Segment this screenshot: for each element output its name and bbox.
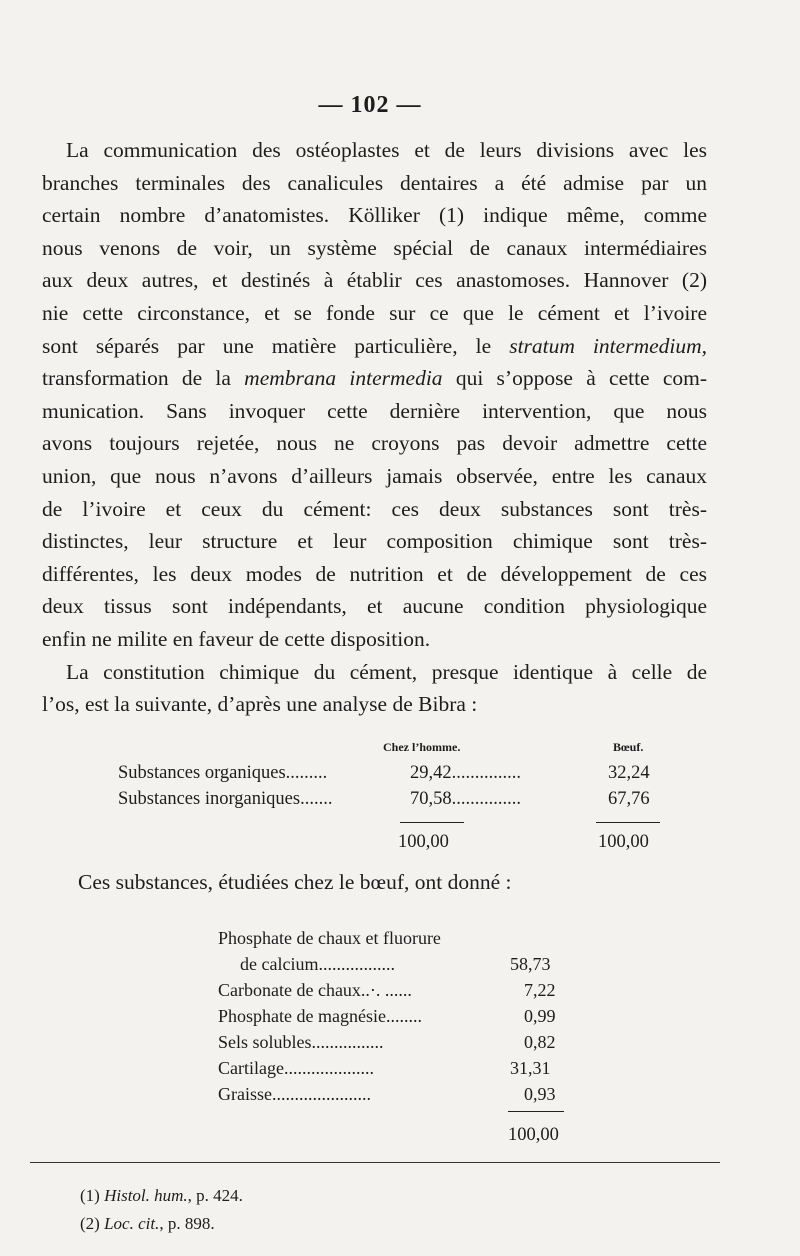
table-row [218,1081,578,1107]
text-line: l’os, est la suivante, d’après une analyse de Bibra : [42,692,478,717]
table-row [118,760,718,786]
column-header-boeuf: Bœuf. [613,740,644,754]
table-row [218,1003,578,1029]
row-label: Graisse...................... [218,1084,371,1104]
table2-intro: Ces substances, étudiées chez le bœuf, ont donné : [78,870,512,894]
table-row [218,977,578,1003]
footnote [80,1182,243,1210]
row-label: Substances organiques......... [118,763,328,783]
text-line: de l’ivoire et ceux du cément: ces deux substances sont très- [42,496,707,521]
row-label: Substances inorganiques....... [118,789,333,809]
text-line: avons toujours rejetée, nous ne croyons pas devoir admettre cette [42,431,707,456]
text-segment: sont séparés par une matière particulière, le [42,333,492,358]
row-value: 58,73 [510,954,551,974]
text-line: certain nombre d’anatomistes. Kölliker (1) indique même, comme [42,203,707,228]
text-line-mixed [42,362,707,395]
text-line-mixed [42,330,707,363]
footnote-number: (1) [80,1186,100,1205]
paragraph-2 [42,656,707,721]
text-line: union, que nous n’avons d’ailleurs jamais observée, entre les canaux [42,463,707,488]
table-row [218,925,578,951]
text-line: distinctes, leur structure et leur composition chimique sont très- [42,529,707,554]
value-boeuf: 67,76 [608,789,650,809]
text-line: La communication des ostéoplastes et de leurs divisions avec les [66,138,707,162]
row-label: Cartilage.................... [218,1058,374,1078]
row-label: Phosphate de magnésie........ [218,1006,422,1026]
row-label: Carbonate de chaux..·. ...... [218,980,412,1000]
table-header [118,738,718,760]
text-line: La constitution chimique du cément, presque identique à celle de [66,659,707,684]
footnotes [80,1182,243,1238]
text-segment: qui s’oppose à cette com- [455,366,708,391]
column-header-homme: Chez l’homme. [383,740,461,754]
row-value: 0,99 [524,1006,556,1026]
total-rule [508,1111,564,1112]
row-value: 0,82 [524,1032,556,1052]
row-value: 7,22 [524,980,556,1000]
footnote-page: , p. 424. [187,1186,243,1205]
footnote [80,1210,243,1238]
footnote-page: , p. 898. [159,1214,215,1233]
total-homme: 100,00 [398,832,449,852]
cement-composition-table [118,738,718,852]
beef-cement-analysis-table [218,925,578,1145]
value-boeuf: 32,24 [608,763,650,783]
row-value: 0,93 [524,1084,556,1104]
table-row [118,786,718,812]
footnote-rule [30,1162,720,1163]
row-label: Phosphate de chaux et fluorure [218,928,441,948]
text-line: nie cette circonstance, et se fonde sur ce que le cément et l’ivoire [42,300,707,325]
footnote-reference: Histol. hum. [104,1186,188,1205]
text-line: nous venons de voir, un système spécial de canaux intermédiaires [42,235,707,260]
table-row [218,951,578,977]
total-boeuf: 100,00 [598,832,649,852]
row-label: Sels solubles................ [218,1032,384,1052]
row-label: de calcium................. [240,954,395,974]
text-line: différentes, les deux modes de nutrition et de développement de ces [42,561,707,586]
total-rule [596,822,660,823]
table-row [218,1029,578,1055]
text-line: branches terminales des canalicules dentaires a été admise par un [42,170,707,195]
italic-term: stratum intermedium, [509,333,708,358]
main-text [42,134,707,721]
table-row [218,1055,578,1081]
total-rule [400,822,464,823]
page-number: — 102 — [318,92,422,118]
row-value: 31,31 [510,1058,551,1078]
italic-term: membrana intermedia [244,366,443,391]
text-segment: transformation de la [42,366,231,391]
value-homme: 29,42............... [410,763,521,783]
footnote-number: (2) [80,1214,100,1233]
paragraph-1 [42,134,707,656]
text-line: deux tissus sont indépendants, et aucune condition physiologique [42,594,707,619]
value-homme: 70,58............... [410,789,521,809]
text-line: enfin ne milite en faveur de cette disposition. [42,626,431,651]
text-line: aux deux autres, et destinés à établir ces anastomoses. Hannover (2) [42,268,707,293]
text-line: munication. Sans invoquer cette dernière intervention, que nous [42,398,707,423]
table2-total: 100,00 [508,1125,559,1145]
footnote-reference: Loc. cit. [104,1214,160,1233]
